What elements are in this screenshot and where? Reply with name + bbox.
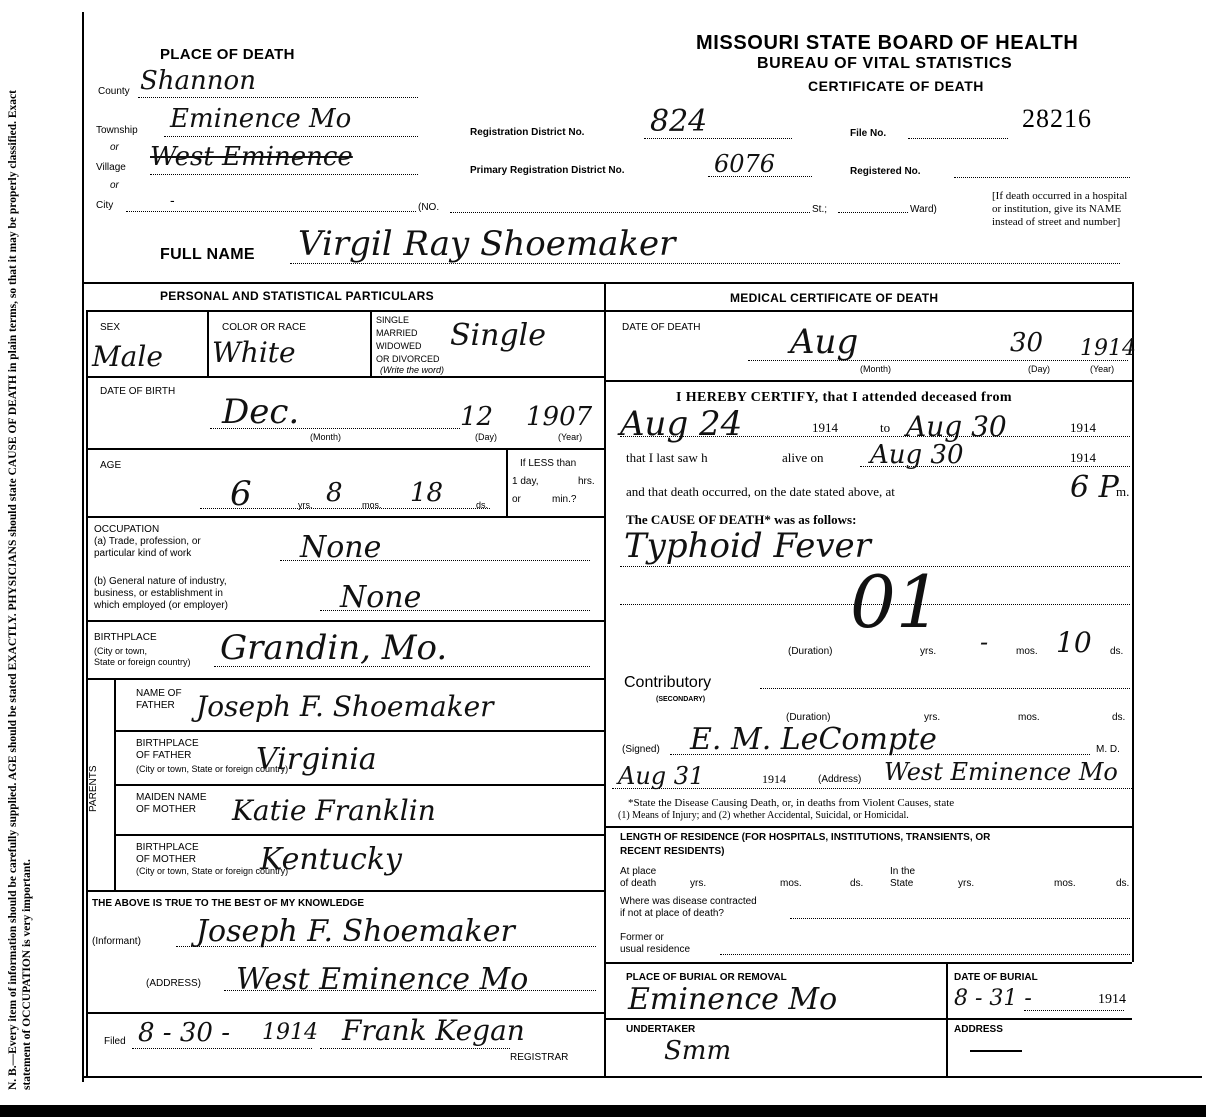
birthplace-bottom <box>86 678 604 680</box>
mother-bp-label-2: OF MOTHER <box>136 854 196 865</box>
last-saw-year: 1914 <box>1070 450 1096 465</box>
dob-day: 12 <box>460 402 494 432</box>
in-state-label-1: In the <box>890 866 916 877</box>
alive-label: alive on <box>782 450 824 465</box>
registrar-name: Frank Kegan <box>342 1014 525 1047</box>
last-saw-line <box>860 466 1130 467</box>
last-saw-label: that I last saw h <box>626 450 708 465</box>
filed-label: Filed <box>104 1036 126 1047</box>
marital-value: Single <box>450 318 547 353</box>
section-heading-line <box>86 310 1134 312</box>
marital-label-widowed: WIDOWED <box>376 341 422 351</box>
residence-label-1: LENGTH OF RESIDENCE (FOR HOSPITALS, INSTITUTIONS, TRANSIENTS, OR <box>620 832 991 843</box>
attend-to-year: 1914 <box>1070 420 1096 435</box>
cause-value: Typhoid Fever <box>624 526 871 566</box>
informant-address-line <box>224 990 596 991</box>
footnote-1: *State the Disease Causing Death, or, in deaths from Violent Causes, state <box>628 797 955 809</box>
burial-date-label: DATE OF BURIAL <box>954 972 1038 983</box>
ward-label: Ward) <box>910 204 937 215</box>
filed-date: 8 - 30 - <box>138 1018 230 1048</box>
occupation-a-value: None <box>300 530 382 565</box>
registered-no-label: Registered No. <box>850 166 921 177</box>
parents-bottom <box>86 890 604 892</box>
birthplace-label: BIRTHPLACE <box>94 632 157 643</box>
contracted-label-1: Where was disease contracted <box>620 896 757 907</box>
mother-label-2: OF MOTHER <box>136 804 196 815</box>
contributory-line <box>760 688 1130 689</box>
primary-district-line <box>708 176 812 177</box>
place-ds-label: ds. <box>850 878 864 889</box>
duration-ds: 10 <box>1056 626 1092 659</box>
place-mos-label: mos. <box>780 878 802 889</box>
state-ds-label: ds. <box>1116 878 1130 889</box>
contracted-label-2: if not at place of death? <box>620 908 724 919</box>
or-label-1: or <box>110 142 119 153</box>
informant-line <box>176 946 596 947</box>
attend-from-year: 1914 <box>812 420 838 435</box>
county-value: Shannon <box>140 66 256 96</box>
dod-year: 1914 <box>1080 336 1136 361</box>
attend-line <box>620 436 1130 437</box>
contributory-ds-label: ds. <box>1112 712 1126 723</box>
duration-ds-label: ds. <box>1110 646 1124 657</box>
dod-month: Aug <box>790 322 859 362</box>
occupation-b-label-1: (b) General nature of industry, <box>94 576 227 587</box>
one-day-label: 1 day, <box>512 476 539 487</box>
father-bp-bottom <box>114 784 604 786</box>
dob-bottom <box>86 448 604 450</box>
physician-address: West Eminence Mo <box>884 758 1118 786</box>
father-bp-label-1: BIRTHPLACE <box>136 738 199 749</box>
occurred-label: and that death occurred, on the date stated above, at <box>626 484 895 499</box>
mother-bp-hint: (City or town, State or foreign country) <box>136 866 289 876</box>
marital-hint: (Write the word) <box>380 365 445 375</box>
full-name-line <box>290 263 1120 264</box>
side-instruction-note <box>6 40 50 1090</box>
registered-no-line <box>954 177 1130 178</box>
mother-label-1: MAIDEN NAME <box>136 792 207 803</box>
hospital-note: [If death occurred in a hospital or institution, give its NAME instead of street and number] <box>992 190 1128 228</box>
min-label: min.? <box>552 494 577 505</box>
dob-year: 1907 <box>526 402 593 432</box>
signed-label: (Signed) <box>622 744 660 755</box>
mother-bp-label-1: BIRTHPLACE <box>136 842 199 853</box>
occupation-b-value: None <box>340 580 422 615</box>
dob-month: Dec. <box>222 392 300 432</box>
father-label-2: FATHER <box>136 700 175 711</box>
at-place-label-2: of death <box>620 878 657 889</box>
sex-label: SEX <box>100 322 121 333</box>
informant-address-label: (ADDRESS) <box>146 978 202 989</box>
right-border <box>1132 282 1134 962</box>
occupation-a-line <box>280 560 590 561</box>
or-label-2: or <box>110 180 119 191</box>
city-label: City <box>96 200 114 211</box>
state-board-title: MISSOURI STATE BOARD OF HEALTH <box>696 32 1079 54</box>
contributory-yrs-label: yrs. <box>924 712 941 723</box>
bureau-title: BUREAU OF VITAL STATISTICS <box>757 55 1013 72</box>
burial-date: 8 - 31 - <box>954 986 1032 1011</box>
duration-mos-label: mos. <box>1016 646 1038 657</box>
age-ds-label: ds. <box>476 500 489 510</box>
registrar-label: REGISTRAR <box>510 1052 569 1063</box>
age-divider <box>506 450 508 516</box>
dob-day-hint: (Day) <box>475 432 497 442</box>
city-value: - <box>170 192 175 208</box>
township-line <box>164 136 418 137</box>
last-saw-date: Aug 30 <box>870 440 964 470</box>
dod-day-hint: (Day) <box>1028 364 1050 374</box>
age-yrs-label: yrs. <box>298 500 313 510</box>
father-bp-hint: (City or town, State or foreign country) <box>136 764 289 774</box>
color-marital-divider <box>370 310 372 376</box>
signed-line <box>670 754 1090 755</box>
marital-label-divorced: OR DIVORCED <box>376 354 440 364</box>
mother-name: Katie Franklin <box>232 794 436 827</box>
signed-date: Aug 31 <box>618 762 705 790</box>
contracted-line <box>790 918 1130 919</box>
age-months: 8 <box>326 478 343 508</box>
former-line <box>720 954 1130 955</box>
dob-month-hint: (Month) <box>310 432 342 442</box>
informant-label: (Informant) <box>92 936 141 947</box>
burial-place-label: PLACE OF BURIAL OR REMOVAL <box>626 972 787 983</box>
left-border <box>82 12 84 1082</box>
signed-year: 1914 <box>762 772 786 786</box>
reg-district-line <box>644 138 792 139</box>
death-time: 6 P <box>1070 470 1119 505</box>
place-yrs-label: yrs. <box>690 878 707 889</box>
mother-birthplace: Kentucky <box>260 842 402 877</box>
burial-place: Eminence Mo <box>628 982 838 1017</box>
undertaker-value: Smm <box>664 1036 732 1066</box>
file-number: 28216 <box>1022 104 1092 133</box>
bottom-border <box>82 1076 1202 1078</box>
age-bottom <box>86 516 604 518</box>
birthplace-hint-2: State or foreign country) <box>94 657 191 667</box>
footnote-2: (1) Means of Injury; and (2) whether Accidental, Suicidal, or Homicidal. <box>618 810 909 821</box>
state-mos-label: mos. <box>1054 878 1076 889</box>
ward-line <box>838 212 908 213</box>
dod-label: DATE OF DEATH <box>622 322 701 333</box>
birthplace-line <box>214 666 590 667</box>
occupation-a-label-2: particular kind of work <box>94 548 192 559</box>
to-label: to <box>880 420 891 435</box>
contributory-mos-label: mos. <box>1018 712 1040 723</box>
burial-year: 1914 <box>1098 992 1126 1007</box>
dob-label: DATE OF BIRTH <box>100 386 176 397</box>
color-value: White <box>212 336 296 369</box>
parents-label: PARENTS <box>88 765 99 812</box>
burial-bottom <box>606 1018 1132 1020</box>
true-statement: THE ABOVE IS TRUE TO THE BEST OF MY KNOWLEDGE <box>92 898 365 909</box>
village-value: West Eminence <box>150 142 353 172</box>
personal-heading: PERSONAL AND STATISTICAL PARTICULARS <box>160 289 434 303</box>
village-line <box>150 174 418 175</box>
physician-name: E. M. LeCompte <box>690 722 937 757</box>
birthplace-value: Grandin, Mo. <box>220 628 448 668</box>
dob-year-hint: (Year) <box>558 432 583 442</box>
village-label: Village <box>96 162 126 173</box>
in-state-label-2: State <box>890 878 914 889</box>
side-note-text: N. B.—Every item of information should be carefully supplied. AGE should be stated EXACTLY. PHYSICIANS should state CAUSE OF DEATH in plain terms, so that it may be properly classified. Exact statement of OCCUPATION is very important. <box>7 90 33 1090</box>
township-value: Eminence Mo <box>170 104 352 134</box>
dod-day: 30 <box>1010 328 1044 358</box>
duration-label: (Duration) <box>788 646 833 657</box>
residence-label-2: RECENT RESIDENTS) <box>620 846 725 857</box>
place-of-death-heading: PLACE OF DEATH <box>160 46 295 63</box>
marital-label-married: MARRIED <box>376 328 418 338</box>
dod-year-hint: (Year) <box>1090 364 1115 374</box>
secondary-label: (SECONDARY) <box>656 696 706 703</box>
attend-to: Aug 30 <box>906 410 1007 443</box>
color-label: COLOR OR RACE <box>222 322 306 333</box>
no-label: (NO. <box>418 202 440 213</box>
occupation-heading: OCCUPATION <box>94 524 160 535</box>
age-days: 18 <box>410 478 444 508</box>
dob-month-line <box>210 428 460 429</box>
filed-line <box>132 1048 312 1049</box>
residence-bottom <box>606 962 1132 964</box>
age-line <box>200 508 490 509</box>
state-yrs-label: yrs. <box>958 878 975 889</box>
reg-district-label: Registration District No. <box>470 127 585 138</box>
informant-address: West Eminence Mo <box>236 962 529 997</box>
father-bottom <box>114 730 604 732</box>
county-line <box>138 97 418 98</box>
duration-mos: - <box>980 628 989 656</box>
duration-yrs-label: yrs. <box>920 646 937 657</box>
county-label: County <box>98 86 130 97</box>
informant-name: Joseph F. Shoemaker <box>196 914 515 949</box>
center-divider <box>604 284 606 1076</box>
township-label: Township <box>96 125 138 136</box>
age-label: AGE <box>100 460 122 471</box>
filed-year: 1914 <box>262 1020 318 1045</box>
mother-bottom <box>114 834 604 836</box>
or-label-3: or <box>512 494 521 505</box>
dod-line <box>748 360 1128 361</box>
undertaker-address-mark <box>970 1050 1022 1052</box>
file-no-line <box>908 138 1008 139</box>
undertaker-label: UNDERTAKER <box>626 1024 696 1035</box>
dod-month-hint: (Month) <box>860 364 892 374</box>
registrar-line <box>320 1048 510 1049</box>
st-label: St.; <box>812 204 828 215</box>
street-line <box>450 212 810 213</box>
scan-edge <box>0 1105 1206 1117</box>
former-label-2: usual residence <box>620 944 691 955</box>
contributory-duration-label: (Duration) <box>786 712 831 723</box>
occupation-b-label-2: business, or establishment in <box>94 588 223 599</box>
inner-left-border <box>86 310 88 1076</box>
birthplace-hint-1: (City or town, <box>94 646 148 656</box>
full-name-label: FULL NAME <box>160 246 255 263</box>
age-mos-label: mos. <box>362 500 382 510</box>
dod-bottom <box>606 380 1132 382</box>
m-label: m. <box>1116 484 1130 499</box>
physician-address-line <box>612 788 1132 789</box>
occupation-bottom <box>86 620 604 622</box>
cause-label: The CAUSE OF DEATH* was as follows: <box>626 512 857 527</box>
father-birthplace: Virginia <box>256 742 377 777</box>
reg-district-value: 824 <box>650 104 708 139</box>
less-than-label: If LESS than <box>520 458 577 469</box>
undertaker-address-label: ADDRESS <box>954 1024 1003 1035</box>
at-place-label-1: At place <box>620 866 657 877</box>
medical-heading: MEDICAL CERTIFICATE OF DEATH <box>730 291 939 305</box>
father-name: Joseph F. Shoemaker <box>196 690 494 723</box>
certify-text: I HEREBY CERTIFY, that I attended deceased from <box>676 390 1012 405</box>
occupation-a-label-1: (a) Trade, profession, or <box>94 536 201 547</box>
md-label: M. D. <box>1096 744 1120 755</box>
attend-from: Aug 24 <box>620 404 743 444</box>
hrs-label: hrs. <box>578 476 595 487</box>
full-name-value: Virgil Ray Shoemaker <box>298 224 676 264</box>
sex-value: Male <box>92 340 163 373</box>
certificate-title: CERTIFICATE OF DEATH <box>808 78 984 94</box>
father-label-1: NAME OF <box>136 688 182 699</box>
burial-date-line <box>1024 1010 1124 1011</box>
contributory-label: Contributory <box>624 674 712 691</box>
city-line <box>126 211 416 212</box>
row1-bottom <box>86 376 604 378</box>
marital-label-single: SINGLE <box>376 315 410 325</box>
occupation-b-line <box>320 610 590 611</box>
former-label-1: Former or <box>620 932 664 943</box>
footnote-bottom <box>606 826 1132 828</box>
primary-district-label: Primary Registration District No. <box>470 165 625 176</box>
sex-color-divider <box>207 310 209 376</box>
father-bp-label-2: OF FATHER <box>136 750 192 761</box>
file-no-label: File No. <box>850 128 887 139</box>
section-top-line <box>82 282 1134 284</box>
age-years: 6 <box>230 474 252 514</box>
occupation-b-label-3: which employed (or employer) <box>94 600 228 611</box>
primary-district-value: 6076 <box>714 150 776 178</box>
physician-address-label: (Address) <box>818 774 862 785</box>
cause-code: 01 <box>850 560 942 644</box>
